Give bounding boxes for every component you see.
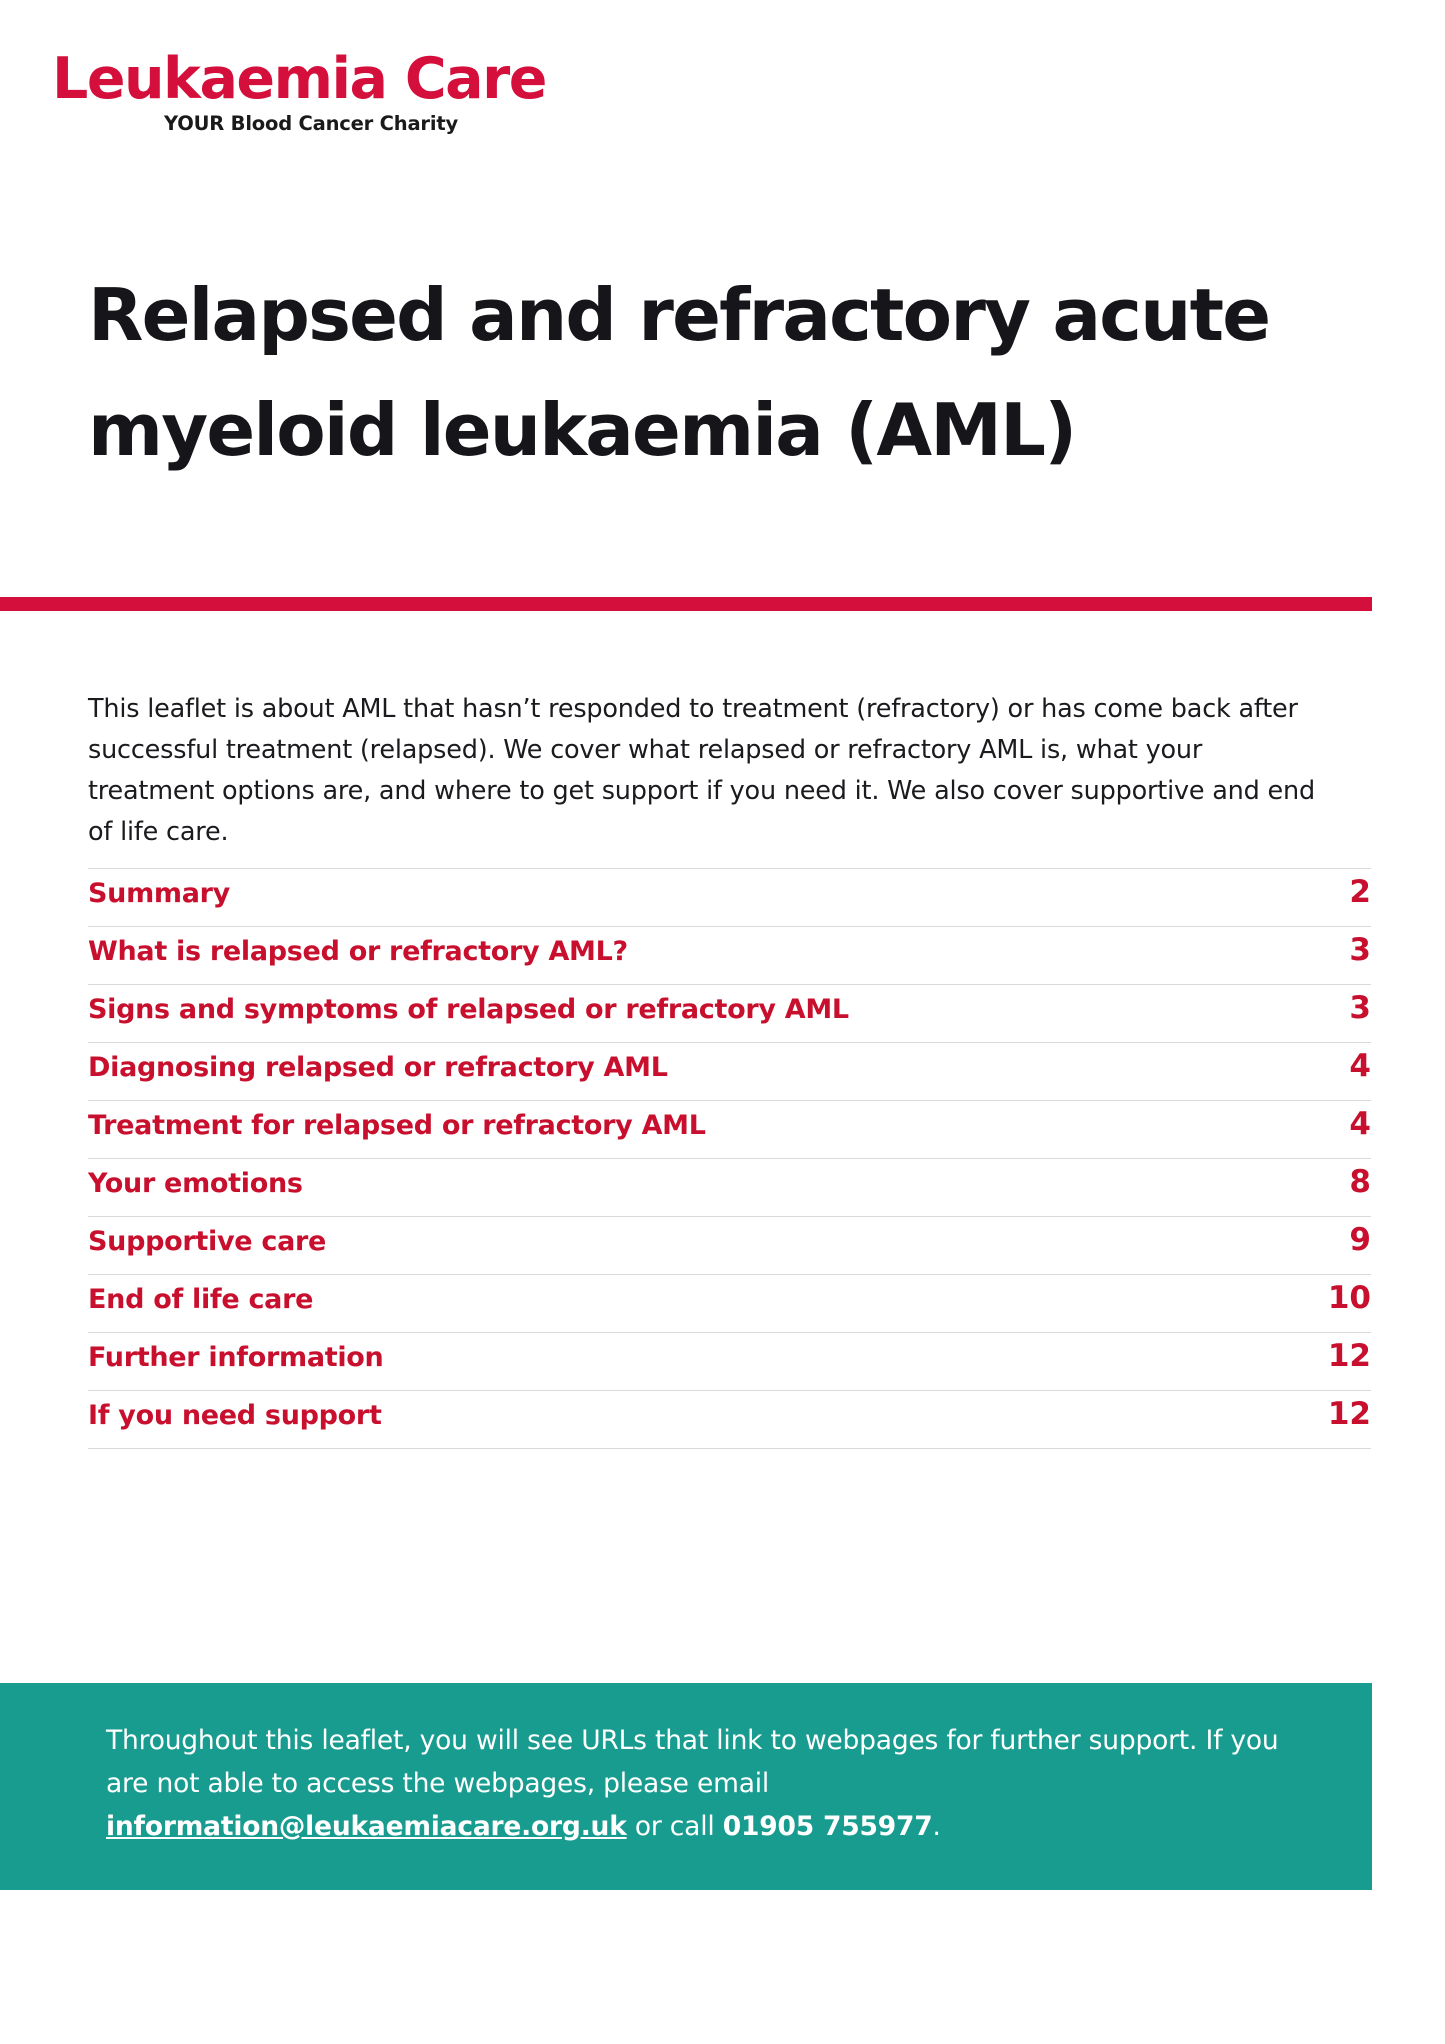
list-item[interactable] xyxy=(88,1391,1371,1449)
title-divider xyxy=(0,597,1372,611)
list-item[interactable] xyxy=(88,1217,1371,1275)
support-email-link[interactable]: information@leukaemiacare.org.uk xyxy=(106,1811,627,1842)
toc-page-number: 4 xyxy=(1349,1106,1371,1142)
toc-label: What is relapsed or refractory AML? xyxy=(88,936,628,967)
toc-label: Further information xyxy=(88,1342,384,1373)
callout-text-after: . xyxy=(932,1811,941,1842)
toc-label: Diagnosing relapsed or refractory AML xyxy=(88,1052,668,1083)
callout-text-middle: or call xyxy=(626,1811,723,1842)
list-item[interactable] xyxy=(88,985,1371,1043)
intro-paragraph: This leaflet is about AML that hasn’t responded to treatment (refractory) or has come back after successful treatment (relapsed). We cover what relapsed or refractory AML is, what your treatment options are, and where to get support if you need it. We also cover supportive and end of life care. xyxy=(88,693,1315,847)
brand-logo xyxy=(52,48,612,136)
table-of-contents xyxy=(88,868,1371,1449)
toc-page-number: 4 xyxy=(1349,1048,1371,1084)
toc-label: Supportive care xyxy=(88,1226,327,1257)
toc-page-number: 12 xyxy=(1327,1338,1371,1374)
toc-label: Treatment for relapsed or refractory AML xyxy=(88,1110,706,1141)
toc-label: Signs and symptoms of relapsed or refractory AML xyxy=(88,994,849,1025)
logo-tagline xyxy=(52,112,612,136)
logo-tagline-rest: Blood Cancer Charity xyxy=(224,112,458,135)
list-item[interactable] xyxy=(88,1159,1371,1217)
toc-label: End of life care xyxy=(88,1284,314,1315)
logo-wordmark: Leukaemia Care xyxy=(52,46,546,112)
support-phone-number: 01905 755977 xyxy=(722,1811,933,1842)
toc-page-number: 3 xyxy=(1349,932,1371,968)
list-item[interactable] xyxy=(88,1043,1371,1101)
info-callout xyxy=(0,1683,1372,1890)
toc-page-number: 12 xyxy=(1327,1396,1371,1432)
list-item[interactable] xyxy=(88,1333,1371,1391)
list-item[interactable] xyxy=(88,927,1371,985)
callout-text xyxy=(106,1719,1286,1848)
list-item[interactable] xyxy=(88,1275,1371,1333)
toc-label: Summary xyxy=(88,878,230,909)
toc-page-number: 8 xyxy=(1349,1164,1371,1200)
toc-label: Your emotions xyxy=(88,1168,303,1199)
logo-tagline-your: YOUR xyxy=(164,112,225,135)
toc-page-number: 2 xyxy=(1349,874,1371,910)
toc-page-number: 10 xyxy=(1327,1280,1371,1316)
toc-page-number: 9 xyxy=(1349,1222,1371,1258)
list-item[interactable] xyxy=(88,868,1371,927)
page-title: Relapsed and refractory acute myeloid leukaemia (AML) xyxy=(88,273,1270,473)
toc-page-number: 3 xyxy=(1349,990,1371,1026)
toc-label: If you need support xyxy=(88,1400,382,1431)
list-item[interactable] xyxy=(88,1101,1371,1159)
callout-text-before: Throughout this leaflet, you will see URLs that link to webpages for further support. If you are not able to access the webpages, please email xyxy=(106,1725,1279,1799)
